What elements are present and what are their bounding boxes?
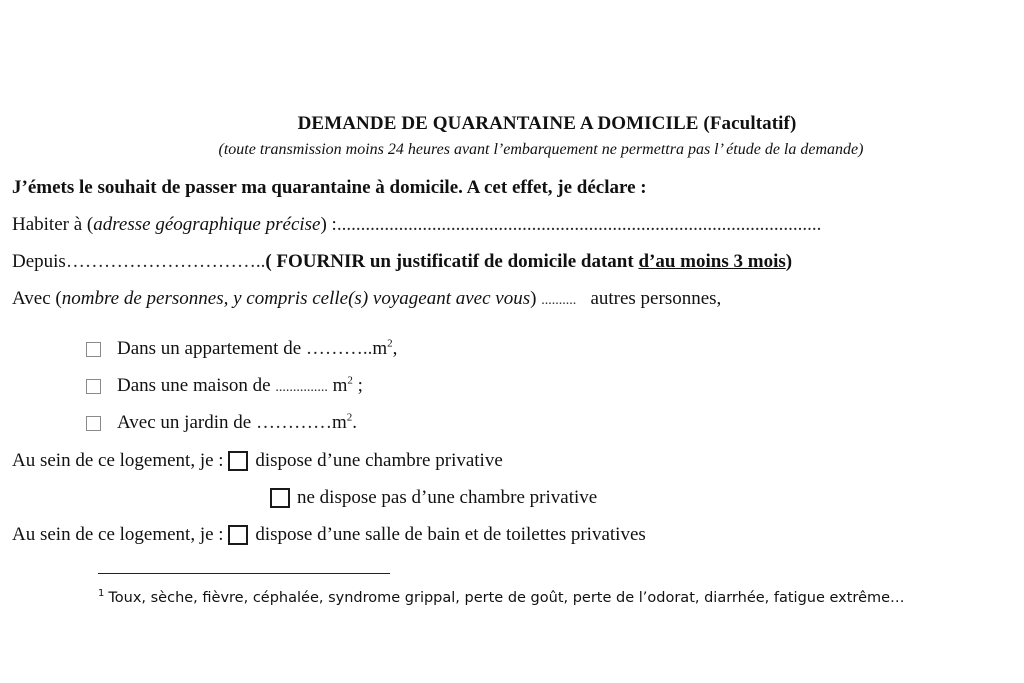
address-field[interactable]: ...................................................................................................... [336,214,822,235]
with-suffix: autres personnes, [590,288,722,309]
with-line [12,288,721,310]
house-area-field[interactable]: ............... [275,380,328,395]
footnote-text: Toux, sèche, fièvre, céphalée, syndrome grippal, perte de goût, perte de l’odorat, diarrhée, fatigue extrême… [108,590,905,606]
form-subtitle: (toute transmission moins 24 heures avant l’embarquement ne permettra pas l’ étude de la demande) [218,141,864,158]
private-room-checkbox[interactable] [228,451,248,471]
house-label: Dans une maison de ............... $m^2$ ; [117,374,363,396]
footnote [98,590,905,606]
private-room-label: dispose d’une chambre privative [255,450,503,471]
housing-option-apartment [86,338,397,360]
no-room-line [270,487,597,509]
address-hint: adresse géographique précise [93,214,321,235]
bathroom-label: Au sein de ce logement, je : [12,524,224,545]
since-line [12,251,792,273]
housing-option-garden [86,412,357,434]
room-label: Au sein de ce logement, je : [12,450,224,471]
no-private-room-label: ne dispose pas d’une chambre privative [297,487,598,508]
footnote-mark: 1 [98,588,105,600]
declaration-text: J’émets le souhait de passer ma quarantaine à domicile. A cet effet, je déclare : [12,177,647,198]
footnote-separator [98,573,390,574]
with-close: ) [530,288,537,309]
with-field[interactable]: .......... [541,293,577,308]
no-private-room-checkbox[interactable] [270,488,290,508]
with-hint: nombre de personnes, y compris celle(s) voyageant avec vous [61,288,531,309]
house-checkbox[interactable] [86,379,101,394]
with-label: Avec ( [12,288,62,309]
form-title: DEMANDE DE QUARANTAINE A DOMICILE (Facultatif) [297,113,797,134]
since-label: Depuis [12,251,66,272]
address-line [12,214,821,236]
apartment-checkbox[interactable] [86,342,101,357]
garden-label: Avec un jardin de $\dots\dots\dots\dots m^2$. [117,411,357,433]
address-label: Habiter à ( [12,214,94,235]
bathroom-line [12,524,646,546]
room-line [12,450,503,472]
since-note-underlined: d’au moins 3 mois [638,251,786,272]
address-close: ) : [320,214,337,235]
private-bathroom-option: dispose d’une salle de bain et de toilettes privatives [255,524,646,545]
apartment-label: Dans un appartement de $\dots\dots\dots..m^2$, [117,337,398,359]
housing-option-house [86,375,363,397]
since-field[interactable]: ………………………….. [65,251,266,272]
private-bathroom-checkbox[interactable] [228,525,248,545]
garden-checkbox[interactable] [86,416,101,431]
garden-area-field[interactable]: ………… [255,412,332,433]
since-note: ( FOURNIR un justificatif de domicile datant d’au moins 3 mois) [265,251,793,272]
apartment-area-field[interactable]: ……….. [305,338,373,359]
